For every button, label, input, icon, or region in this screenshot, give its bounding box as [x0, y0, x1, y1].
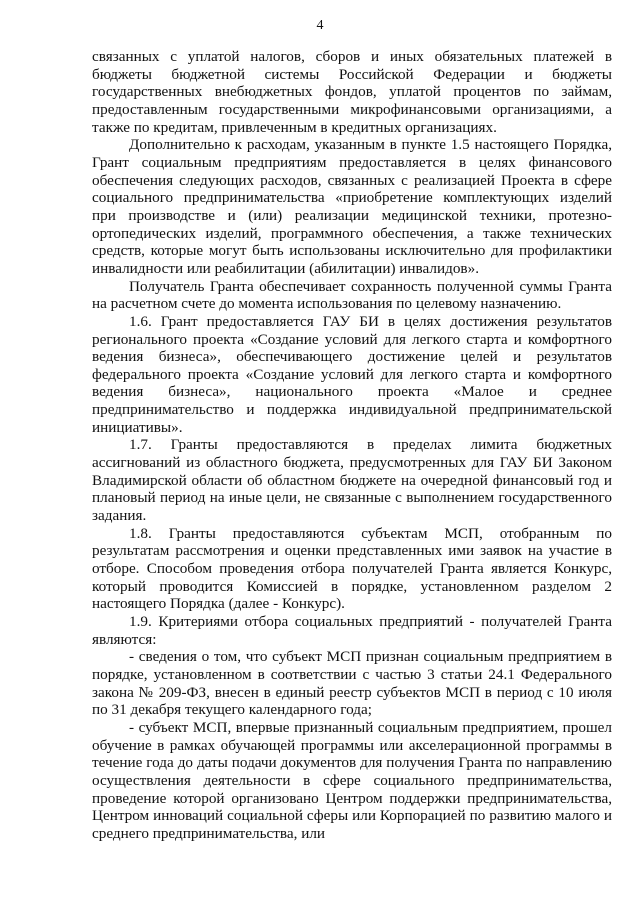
page-number: 4 [316, 18, 324, 33]
paragraph-1-6: 1.6. Грант предоставляется ГАУ БИ в целях достижения результатов регионального проекта «Создание условий для легкого старта и комфортного ведения бизнеса», обеспечивающего достижение целей и результатов федерального проекта «Создание условий для легкого старта и комфортного ведения бизнеса», национального проекта «Малое и среднее предпринимательство и поддержка индивидуальной предпринимательской инициативы». [92, 312, 612, 436]
paragraph-additional-expenses: Дополнительно к расходам, указанным в пункте 1.5 настоящего Порядка, Грант социальным предприятиям предоставляется в целях финансового обеспечения следующих расходов, связанных с реализацией Проекта в сфере социального предпринимательства «приобретение комплектующих изделий при производстве и (или) реализации медицинской техники, протезно-ортопедических изделий, программного обеспечения, а также технических средств, которые могут быть использованы исключительно для профилактики инвалидности или реабилитации (абилитации) инвалидов». [92, 136, 612, 277]
paragraph-1-7: 1.7. Гранты предоставляются в пределах лимита бюджетных ассигнований из областного бюджета, предусмотренных для ГАУ БИ Законом Владимирской области об областном бюджете на очередной финансовый год и плановый период на иные цели, не связанные с выполнением государственного задания. [92, 436, 612, 525]
paragraph-1-8: 1.8. Гранты предоставляются субъектам МСП, отобранным по результатам рассмотрения и оценки представленных ими заявок на участие в отборе. Способом проведения отбора получателей Гранта является Конкурс, который проводится Комиссией в порядке, установленном разделом 2 настоящего Порядка (далее - Конкурс). [92, 524, 612, 613]
criterion-social-enterprise-registry: - сведения о том, что субъект МСП признан социальным предприятием в порядке, установленном в соответствии с частью 3 статьи 24.1 Федерального закона № 209-ФЗ, внесен в единый реестр субъектов МСП в период с 10 июля по 31 декабря текущего календарного года; [92, 648, 612, 719]
paragraph-continuation: связанных с уплатой налогов, сборов и иных обязательных платежей в бюджеты бюджетной системы Российской Федерации и бюджеты государственных внебюджетных фондов, уплатой процентов по займам, предоставленным государственными микрофинансовыми организациями, а также по кредитам, привлеченным в кредитных организациях. [92, 48, 612, 136]
paragraph-1-9: 1.9. Критериями отбора социальных предприятий - получателей Гранта являются: [92, 613, 612, 648]
criterion-training-program: - субъект МСП, впервые признанный социальным предприятием, прошел обучение в рамках обучающей программы или акселерационной программы в течение года до даты подачи документов для получения Гранта по направлению осуществления деятельности в сфере социального предпринимательства, проведение которой организовано Центром поддержки предпринимательства, Центром инноваций социальной сферы или Корпорацией по развитию малого и среднего предпринимательства, или [92, 718, 612, 842]
body-text [92, 48, 612, 843]
paragraph-grant-safekeeping: Получатель Гранта обеспечивает сохранность полученной суммы Гранта на расчетном счете до момента использования по целевому назначению. [92, 277, 612, 313]
